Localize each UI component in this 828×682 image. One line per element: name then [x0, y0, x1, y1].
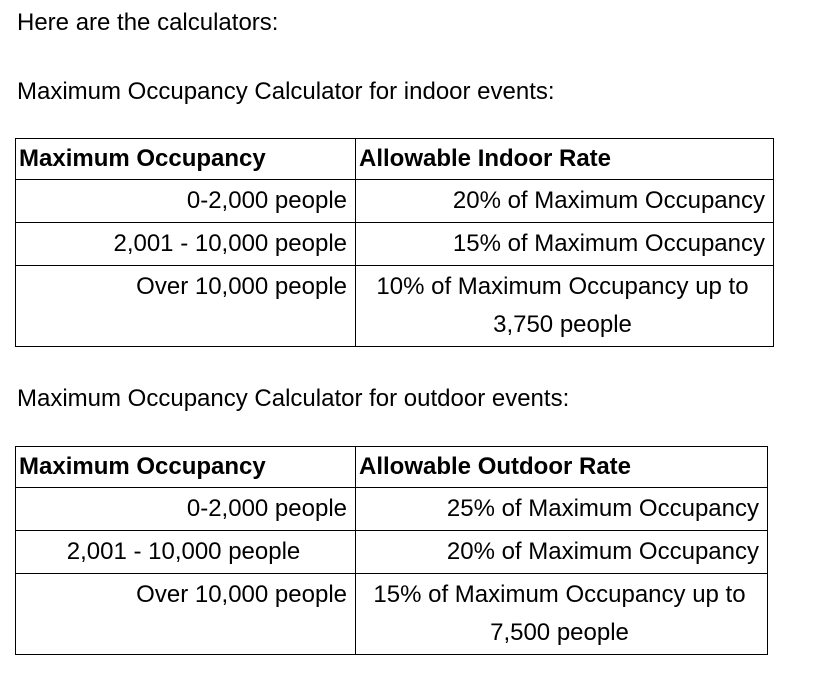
- occupancy-cell: 0-2,000 people: [16, 180, 356, 223]
- table-header-row: [16, 139, 774, 180]
- column-header-max-occupancy: Maximum Occupancy: [16, 139, 356, 180]
- table-row: [16, 180, 774, 223]
- table-header-row: [16, 447, 768, 488]
- table-row: [16, 531, 768, 574]
- rate-cell: 20% of Maximum Occupancy: [356, 180, 774, 223]
- indoor-heading: Maximum Occupancy Calculator for indoor events:: [17, 78, 555, 105]
- column-header-allowable-rate: Allowable Indoor Rate: [356, 139, 774, 180]
- table-row: [16, 574, 768, 655]
- table-row: [16, 266, 774, 347]
- indoor-occupancy-table: [15, 138, 774, 347]
- rate-cell: 10% of Maximum Occupancy up to 3,750 people: [356, 266, 774, 347]
- table-row: [16, 488, 768, 531]
- occupancy-cell: 0-2,000 people: [16, 488, 356, 531]
- column-header-allowable-rate: Allowable Outdoor Rate: [356, 447, 768, 488]
- intro-text: Here are the calculators:: [17, 9, 279, 36]
- rate-cell: 20% of Maximum Occupancy: [356, 531, 768, 574]
- occupancy-cell: 2,001 - 10,000 people: [16, 531, 356, 574]
- rate-cell: 25% of Maximum Occupancy: [356, 488, 768, 531]
- occupancy-cell: Over 10,000 people: [16, 574, 356, 655]
- occupancy-cell: 2,001 - 10,000 people: [16, 223, 356, 266]
- outdoor-heading: Maximum Occupancy Calculator for outdoor events:: [17, 385, 570, 412]
- occupancy-cell: Over 10,000 people: [16, 266, 356, 347]
- table-row: [16, 223, 774, 266]
- column-header-max-occupancy: Maximum Occupancy: [16, 447, 356, 488]
- outdoor-occupancy-table: [15, 446, 768, 655]
- rate-cell: 15% of Maximum Occupancy: [356, 223, 774, 266]
- rate-cell: 15% of Maximum Occupancy up to 7,500 people: [356, 574, 768, 655]
